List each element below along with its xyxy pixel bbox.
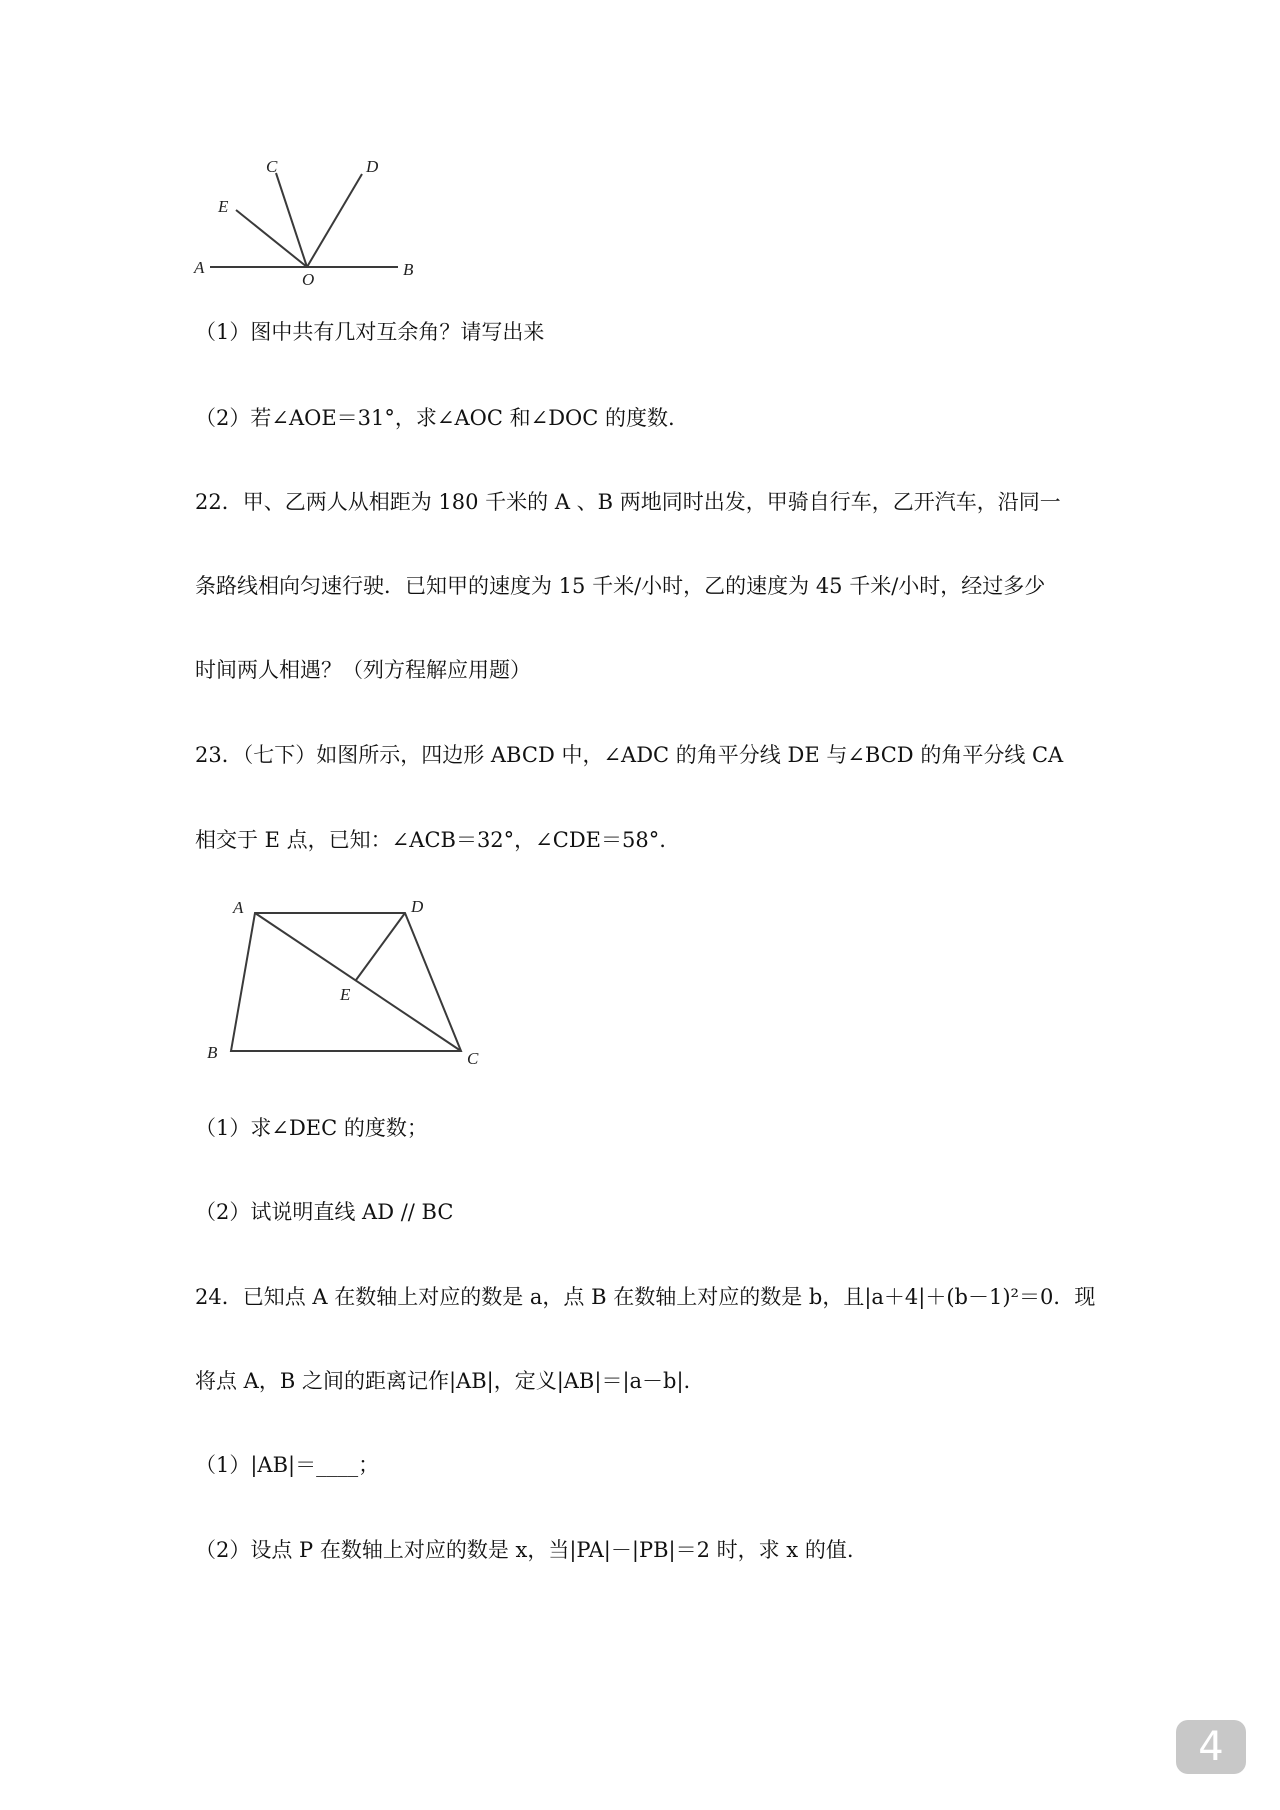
q21-part2: （2）若∠AOE＝31°，求∠AOC 和∠DOC 的度数. — [195, 406, 675, 430]
label-c: C — [266, 157, 278, 176]
ray-od — [307, 174, 362, 267]
label-quad-d: D — [411, 897, 424, 916]
page-number-badge: 4 — [1176, 1720, 1246, 1774]
label-a: A — [194, 258, 205, 277]
label-quad-c: C — [467, 1049, 479, 1068]
angle-figure — [190, 150, 430, 290]
diagonal-ac — [255, 913, 461, 1051]
label-quad-a: A — [233, 898, 244, 917]
q22-line2: 条路线相向匀速行驶．已知甲的速度为 15 千米/小时，乙的速度为 45 千米/小时，经过多少 — [195, 574, 1046, 598]
label-quad-b: B — [207, 1043, 218, 1062]
q22-line3: 时间两人相遇？（列方程解应用题） — [195, 658, 531, 682]
q23-part2: （2）试说明直线 AD // BC — [195, 1200, 454, 1224]
ray-oe — [236, 210, 307, 267]
quadrilateral-figure — [195, 890, 495, 1075]
q23-part1: （1）求∠DEC 的度数； — [195, 1116, 428, 1140]
q21-part1: （1）图中共有几对互余角？请写出来 — [195, 320, 545, 344]
bisector-de — [356, 913, 405, 980]
label-quad-e: E — [340, 985, 351, 1004]
q24-line1: 24．已知点 A 在数轴上对应的数是 a，点 B 在数轴上对应的数是 b，且|a＋4|＋(b－1)²＝0．现 — [195, 1285, 1096, 1309]
label-o: O — [302, 270, 315, 289]
q24-part2: （2）设点 P 在数轴上对应的数是 x，当|PA|－|PB|＝2 时，求 x 的值. — [195, 1538, 854, 1562]
q23-line2: 相交于 E 点，已知：∠ACB＝32°，∠CDE＝58°. — [195, 828, 666, 852]
quad-abcd — [231, 913, 461, 1051]
q24-part1: （1）|AB|＝____； — [195, 1453, 380, 1477]
label-d: D — [366, 157, 379, 176]
label-e: E — [218, 197, 229, 216]
q22-line1: 22．甲、乙两人从相距为 180 千米的 A 、B 两地同时出发，甲骑自行车，乙开汽车，沿同一 — [195, 490, 1061, 514]
ray-oc — [276, 173, 307, 267]
q24-line2: 将点 A，B 之间的距离记作|AB|，定义|AB|＝|a－b|. — [195, 1369, 691, 1393]
q23-line1: 23．（七下）如图所示，四边形 ABCD 中，∠ADC 的角平分线 DE 与∠BCD 的角平分线 CA — [195, 743, 1064, 767]
label-b: B — [403, 260, 414, 279]
